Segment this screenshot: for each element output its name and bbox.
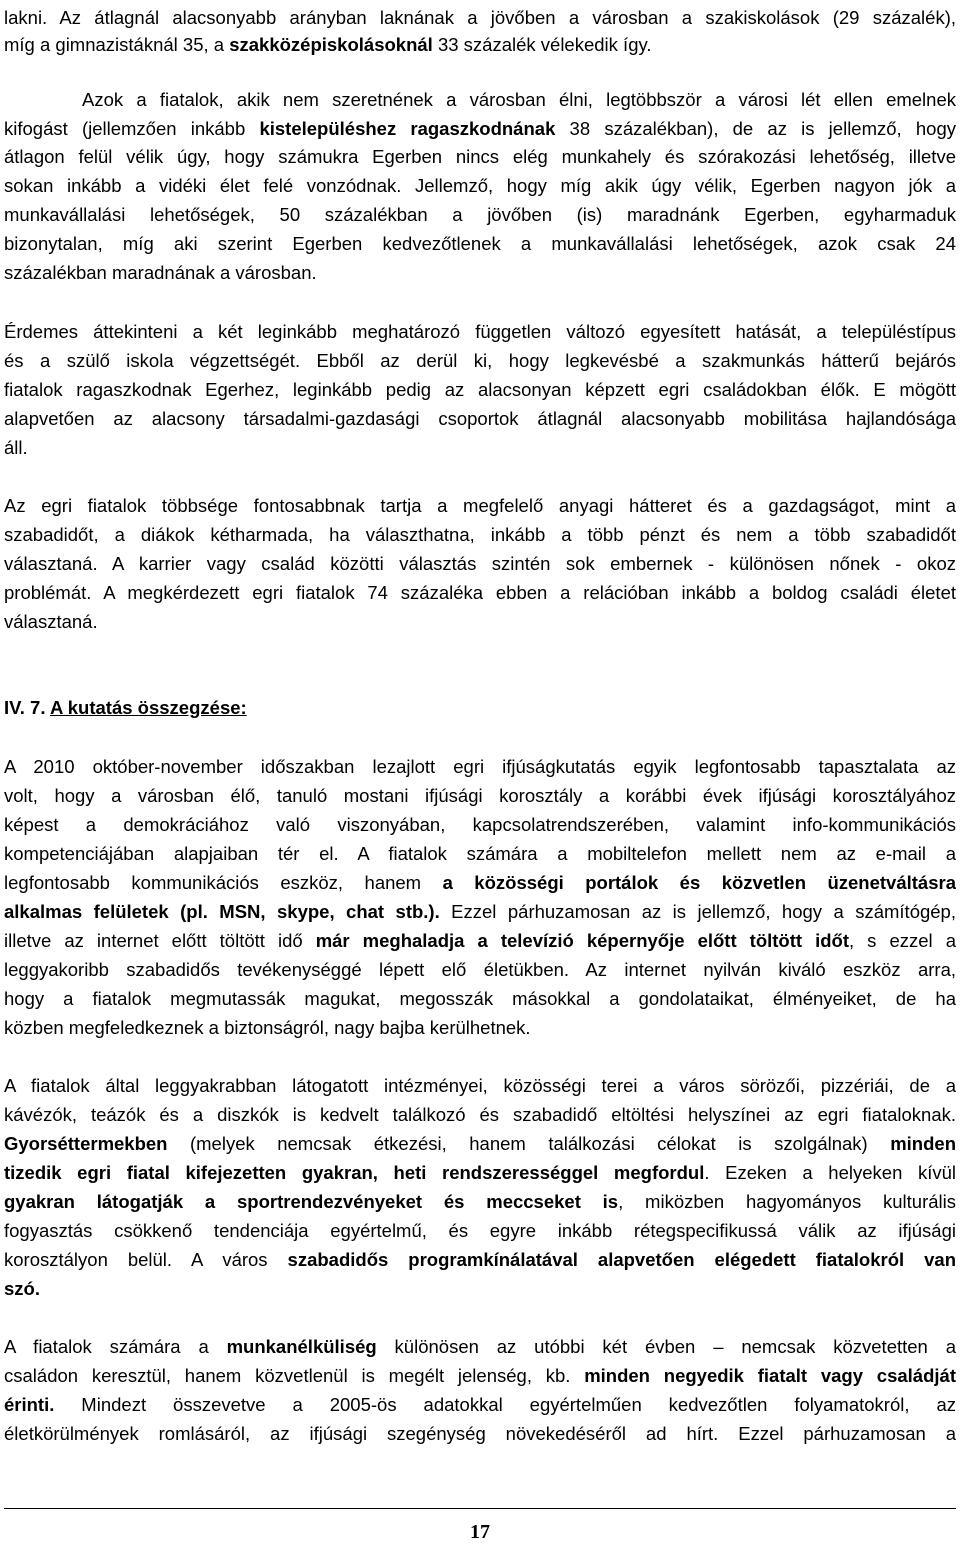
paragraph-3-line-1: Érdemes áttekinteni a két leginkább meghatározó független változó egyesített hatását, a településtípus [4,321,956,342]
paragraph-1-line-2 [4,33,956,57]
paragraph-6-line-7 [4,1248,956,1272]
text-run: , s ezzel a [849,930,956,951]
paragraph-4-line-3: választaná. A karrier vagy család közötti választás szintén sok embernek - különösen nőnek - okoz [4,553,956,574]
text-run: míg a gimnazistáknál 35, a [4,34,230,55]
text-run: 38 százalékban), de az is jellemző, hogy [555,118,956,139]
paragraph-5-line-5 [4,871,956,895]
section-heading [4,696,956,720]
paragraph-5-line-1: A 2010 október-november időszakban lezajlott egri ifjúságkutatás egyik legfontosabb tapasztalata az [4,756,956,777]
paragraph-3-line-4: alapvetően az alacsony társadalmi-gazdasági csoportok átlagnál alacsonyabb mobilitása hajlandósága [4,408,956,429]
paragraph-2-line-4: sokan inkább a vidéki élet felé vonzódnak. Jellemző, hogy míg akik úgy vélik, Egerben nagyon jók a [4,175,956,196]
paragraph-2-line-2 [4,117,956,141]
bold-text-run: munkanélküliség [226,1336,377,1357]
paragraph-5-line-7 [4,929,956,953]
paragraph-5-line-2: volt, hogy a városban élő, tanuló mostani ifjúsági korosztály a korábbi évek ifjúsági korosztályához [4,785,956,806]
text-run: különösen az utóbbi két évben – nemcsak közvetetten a [376,1336,956,1357]
text-run: korosztályon belül. A város [4,1249,288,1270]
paragraph-6-line-2: kávézók, teázók és a diszkók is kedvelt találkozó és szabadidő eltöltési helyszínei az egri fiataloknak. [4,1104,956,1125]
text-run: A fiatalok számára a [4,1336,227,1357]
paragraph-4-line-4: problémát. A megkérdezett egri fiatalok 74 százaléka ebben a relációban inkább a boldog családi életet [4,582,956,603]
paragraph-6-line-1: A fiatalok által leggyakrabban látogatott intézményei, közösségi terei a város sörözői, pizzériái, de a [4,1075,956,1096]
bold-text-run: kistelepüléshez ragaszkodnának [259,118,556,139]
text-run: Ezzel párhuzamosan az is jellemző, hogy a számítógép, [439,901,956,922]
paragraph-3-line-5: áll. [4,437,28,458]
paragraph-5-line-10: közben megfeledkeznek a biztonságról, nagy bajba kerülhetnek. [4,1017,531,1038]
text-run: legfontosabb kommunikációs eszköz, hanem [4,872,443,893]
text-run: 33 százalék vélekedik így. [432,34,652,55]
paragraph-3-line-2: és a szülő iskola végzettségét. Ebből az derül ki, hogy legkevésbé a szakmunkás hátterű bejárós [4,350,956,371]
paragraph-2-line-1: Azok a fiatalok, akik nem szeretnének a városban élni, legtöbbször a városi lét ellen emelnek [82,89,956,110]
bold-text-run: gyakran látogatják a sportrendezvényeket és meccseket is [4,1191,619,1212]
paragraph-5-line-3: képest a demokráciához való viszonyában, kapcsolatrendszerében, valamint info-kommunikációs [4,814,956,835]
bold-text-run: minden negyedik fiatalt vagy családját [584,1365,956,1386]
paragraph-5-line-8: leggyakoribb szabadidős tevékenységgé lépett elő életükben. Az internet nyilván kiváló eszköz arra, [4,959,956,980]
bold-text-run: tizedik egri fiatal kifejezetten gyakran, heti rendszerességgel megfordul [4,1162,705,1183]
text-run: Mindezt összevetve a 2005-ös adatokkal egyértelműen kedvezőtlen folyamatokról, az [54,1394,956,1415]
paragraph-7-line-4: életkörülmények romlásáról, az ifjúsági szegénység növekedéséről ad hírt. Ezzel párhuzamosan a [4,1423,956,1444]
paragraph-2-line-6: bizonytalan, míg aki szerint Egerben kedvezőtlenek a munkavállalási lehetőségek, azok csak 24 [4,233,956,254]
paragraph-3-line-3: fiatalok ragaszkodnak Egerhez, leginkább pedig az alacsonyan képzett egri családokban élők. E mögött [4,379,956,400]
paragraph-2-line-3: átlagon felül vélik úgy, hogy számukra Egerben nincs elég munkahely és szórakozási lehetőség, illetve [4,146,956,167]
text-run: családon keresztül, hanem közvetlenül is megélt jelenség, kb. [4,1365,585,1386]
paragraph-4-line-2: szabadidőt, a diákok kétharmada, ha választhatna, inkább a több pénzt és nem a több szabadidőt [4,524,956,545]
paragraph-7-line-3 [4,1393,956,1417]
paragraph-1-line-1: lakni. Az átlagnál alacsonyabb arányban laknának a jövőben a városban a szakiskolások (29 százalék), [4,7,956,28]
text-run: kifogást (jellemzően inkább [4,118,260,139]
bold-text-run: szabadidős programkínálatával alapvetően elégedett fiatalokról van [287,1249,956,1270]
footer-divider [4,1508,956,1509]
section-title: A kutatás összegzése: [49,697,247,718]
bold-text-run: szakközépiskolásoknál [229,34,433,55]
bold-text-run: alkalmas felületek [4,901,181,922]
paragraph-4-line-5: választaná. [4,611,98,632]
text-run: . Ezeken a helyeken kívül [704,1162,956,1183]
text-run: , miközben hagyományos kulturális [618,1191,956,1212]
paragraph-6-line-4 [4,1161,956,1185]
paragraph-6-line-5 [4,1190,956,1214]
page-number: 17 [470,1521,490,1543]
paragraph-5-line-6 [4,900,956,924]
paragraph-5-line-4: kompetenciájában alapjaiban tér el. A fiatalok számára a mobiltelefon mellett nem az e-mail a [4,843,956,864]
text-run: illetve az internet előtt töltött idő [4,930,316,951]
bold-text-run: érinti. [4,1394,55,1415]
paragraph-2-line-5: munkavállalási lehetőségek, 50 százalékban a jövőben (is) maradnánk Egerben, egyharmaduk [4,204,956,225]
paragraph-7-line-1 [4,1335,956,1359]
section-number: IV. 7. [4,697,50,718]
text-run: (melyek nemcsak étkezési, hanem találkozási célokat is szolgálnak) [167,1133,891,1154]
paragraph-4-line-1: Az egri fiatalok többsége fontosabbnak tartja a megfelelő anyagi hátteret és a gazdagságot, mint a [4,495,956,516]
bold-text-run: (pl. MSN, skype, chat stb.). [180,901,440,922]
paragraph-5-line-9: hogy a fiatalok megmutassák magukat, megosszák másokkal a gondolataikat, élményeiket, de ha [4,988,956,1009]
bold-text-run: szó. [4,1278,40,1299]
paragraph-6-line-3 [4,1132,956,1156]
bold-text-run: a közösségi portálok és közvetlen üzenetváltásra [442,872,956,893]
paragraph-6-line-8 [4,1277,956,1301]
paragraph-2-line-7: százalékban maradnának a városban. [4,262,317,283]
paragraph-6-line-6: fogyasztás csökkenő tendenciája egyértelmű, és egyre inkább rétegspecifikussá válik az ifjúsági [4,1220,956,1241]
bold-text-run: minden [890,1133,956,1154]
bold-text-run: már meghaladja a televízió képernyője előtt töltött időt [315,930,849,951]
bold-text-run: Gyorséttermekben [4,1133,168,1154]
paragraph-7-line-2 [4,1364,956,1388]
